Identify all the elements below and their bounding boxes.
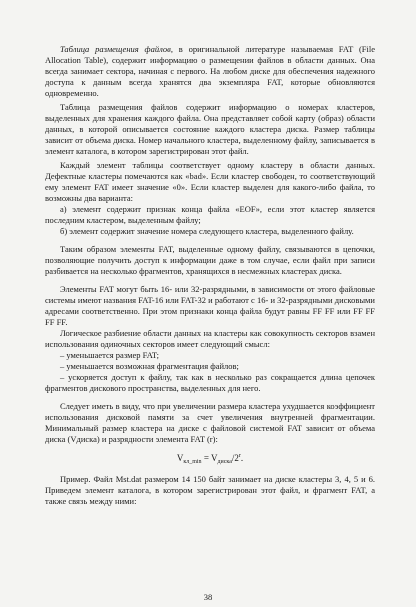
list-item-2: – уменьшается возможная фрагментация файлов; <box>60 361 239 371</box>
paragraph-fat-chains: Таким образом элементы FAT, выделенные одному файлу, связываются в цепочки, позволяющие получить доступ к информации даже в том случае, если файл при записи разбивается на несколько фрагментов, хранящихся в несмежных кластерах диска. <box>45 244 375 276</box>
term-fat: Таблица размещения файлов <box>60 44 171 54</box>
variant-b: б) элемент содержит значение номера следующего кластера, выделенного файлу. <box>60 226 354 236</box>
list-item-1: – уменьшается размер FAT; <box>60 350 159 360</box>
page-number: 38 <box>203 592 213 602</box>
paragraph-example: Пример. Файл Mst.dat размером 14 150 байт занимает на диске кластеры 3, 4, 5 и 6. Приведем элемент каталога, в котором зарегистрирован этот файл, и фрагмент FAT, а также связь между ними: <box>45 474 375 506</box>
paragraph-fat-bitness: Элементы FAT могут быть 16- или 32-разрядными, в зависимости от этого файловые системы имеют названия FAT-16 или FAT-32 и работают с 16- и 32-разрядными дисковыми адресами соответственно. При этом признаки конца файла будут равны FF FF или FF FF FF FF. <box>45 284 375 327</box>
variant-a: а) элемент содержит признак конца файла «EOF», если этот кластер является последним кластером, выделенным файлу; <box>45 204 375 225</box>
formula-min-cluster-size: $V_{кл\_min} = V_{диска}/2^r$. <box>176 453 244 465</box>
list-item-3: – ускоряется доступ к файлу, так как в несколько раз сокращается длина цепочек фрагментов дискового пространства, выделенных для него. <box>45 372 375 393</box>
paragraph-fat-definition: Таблица размещения файлов, в оригинальной литературе называемая FAT (File Allocation Table), содержит информацию о размещении файлов в области данных. Она всегда занимает сектора, начиная с первого. На любом диске для обеспечения надежного доступа к данным всегда хранятся два экземпляра FAT, которые обновляются одновременно. <box>45 44 376 98</box>
paragraph-fat-elements: Каждый элемент таблицы соответствует одному кластеру в области данных. Дефектные кластеры помечаются как «bad». Если кластер свободен, то соответствующий ему элемент FAT имеет значение «0». Если кластер выделен для какого-либо файла, то возможны два варианта: <box>45 160 375 203</box>
paragraph-fat-contents: Таблица размещения файлов содержит информацию о номерах кластеров, выделенных для хранения каждого файла. Она представляет собой карту (образ) области данных, в которой описывается состояние каждого кластера диска. Размер таблицы зависит от объема диска. Номер начального кластера, выделенному файлу, записывается в элемент каталога, в котором зарегистрирован этот файл. <box>45 102 375 156</box>
paragraph-cluster-size: Следует иметь в виду, что при увеличении размера кластера ухудшается коэффициент использования дисковой памяти за счет увеличения внутренней фрагментации. Минимальный размер кластера на диске с файловой системой FAT зависит от объема диска (Vдиска) и разрядности элемента FAT (r): <box>45 401 375 444</box>
paragraph-clusters-meaning: Логическое разбиение области данных на кластеры как совокупность секторов взамен использования одиночных секторов имеет следующий смысл: <box>45 328 375 349</box>
